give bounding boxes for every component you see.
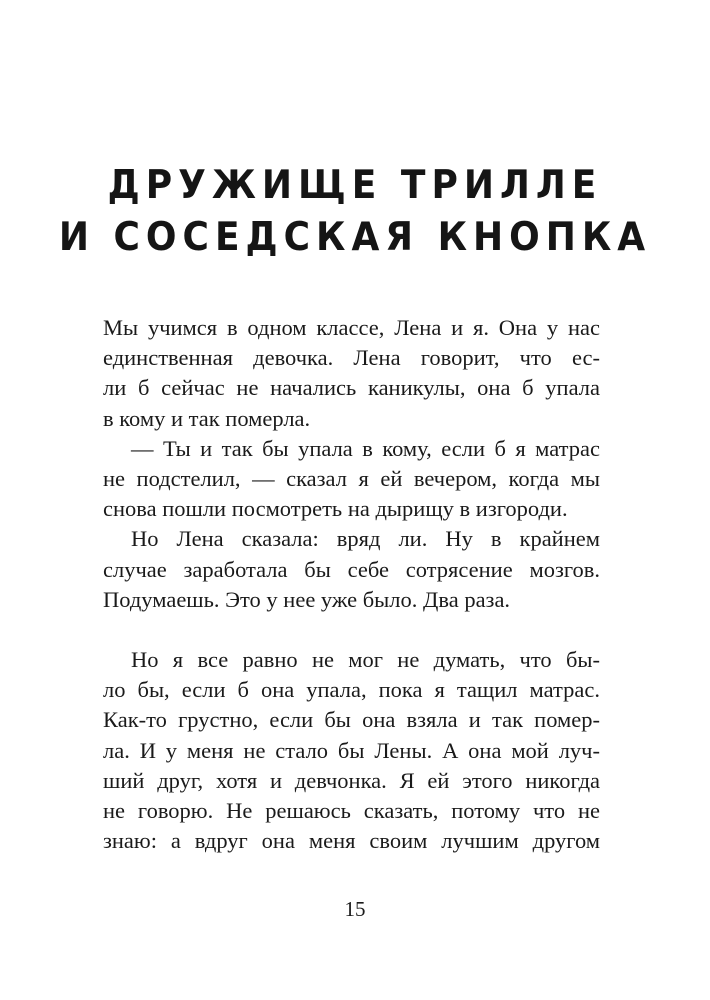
text-line: ший друг, хотя и девчонка. Я ей этого никогда [103,767,600,793]
text-line: снова пошли посмотреть на дырищу в изгороди. [103,496,568,522]
section-break [103,615,600,645]
text-line: в кому и так померла. [103,405,311,431]
text-line: Мы учимся в одном классе, Лена и я. Она у нас [103,315,600,340]
text-line: знаю: а вдруг она меня своим лучшим другом [103,828,600,854]
text-line: ла. И у меня не стало бы Лены. А она мой луч- [103,737,600,763]
text-line: Но я все равно не мог не думать, что бы- [131,647,600,673]
paragraph [103,313,600,434]
text-line: Как-то грустно, если бы она взяла и так помер- [103,707,600,733]
text-line: ли б сейчас не начались каникулы, она б упала [103,375,600,401]
paragraph [103,645,600,856]
chapter-title-line: И СОСЕДСКАЯ КНОПКА [58,215,652,260]
chapter-title-line: ДРУЖИЩЕ ТРИЛЛЕ [107,163,603,208]
text-line: случае заработала бы себе сотрясение мозгов. [103,556,600,582]
paragraph [103,524,600,615]
chapter-title [0,160,710,264]
text-line: Но Лена сказала: вряд ли. Ну в крайнем [131,526,600,552]
text-line: не говорю. Не решаюсь сказать, потому что не [103,798,600,824]
text-line: Подумаешь. Это у нее уже было. Два раза. [103,586,511,612]
body-text [103,313,600,856]
text-line: — Ты и так бы упала в кому, если б я матрас [131,435,600,461]
paragraph [103,434,600,525]
text-line: не подстелил, — сказал я ей вечером, когда мы [103,466,600,492]
text-line: ло бы, если б она упала, пока я тащил матрас. [103,677,600,703]
text-line: единственная девочка. Лена говорит, что ес- [103,345,600,371]
page-number: 15 [344,897,366,921]
